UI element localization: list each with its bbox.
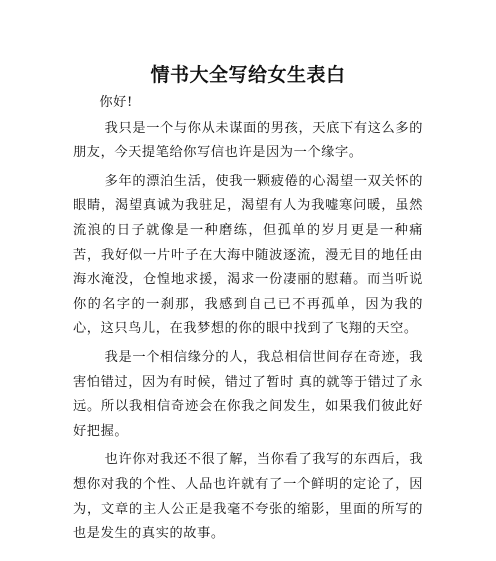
document-title: 情书大全写给女生表白 [150,64,346,86]
paragraph: 多年的漂泊生活，使我一颗疲倦的心渴望一双关怀的眼睛，渴望真诚为我驻足，渴望有人为我嘘寒问暖，虽然流浪的日子就像是一种磨练，但孤单的岁月更是一种痛苦，我好似一片叶子在大海中随波逐流，漫无目的地任由海水淹没，仓惶地求援，渴求一份凄丽的慰藉。而当听说你的名字的一刹那，我感到自己已不再孤单，因为我的心，这只鸟儿，在我梦想的你的眼中找到了飞翔的天空。 [73,173,423,337]
paragraph: 我只是一个与你从未谋面的男孩，天底下有这么多的朋友，今天提笔给你写信也许是因为一个缘字。 [73,120,423,161]
paragraph: 也许你对我还不很了解，当你看了我写的东西后，我想你对我的个性、人品也许就有了一个鲜明的定论了，因为，文章的主人公正是我毫不夸张的缩影，里面的所写的也是发生的真实的故事。 [73,452,423,542]
document-body [73,91,423,551]
paragraph: 我是一个相信缘分的人，我总相信世间存在奇迹，我害怕错过，因为有时候，错过了暂时 真的就等于错过了永远。所以我相信奇迹会在你我之间发生，如果我们彼此好好把握。 [73,349,423,439]
greeting: 你好! [99,95,133,110]
